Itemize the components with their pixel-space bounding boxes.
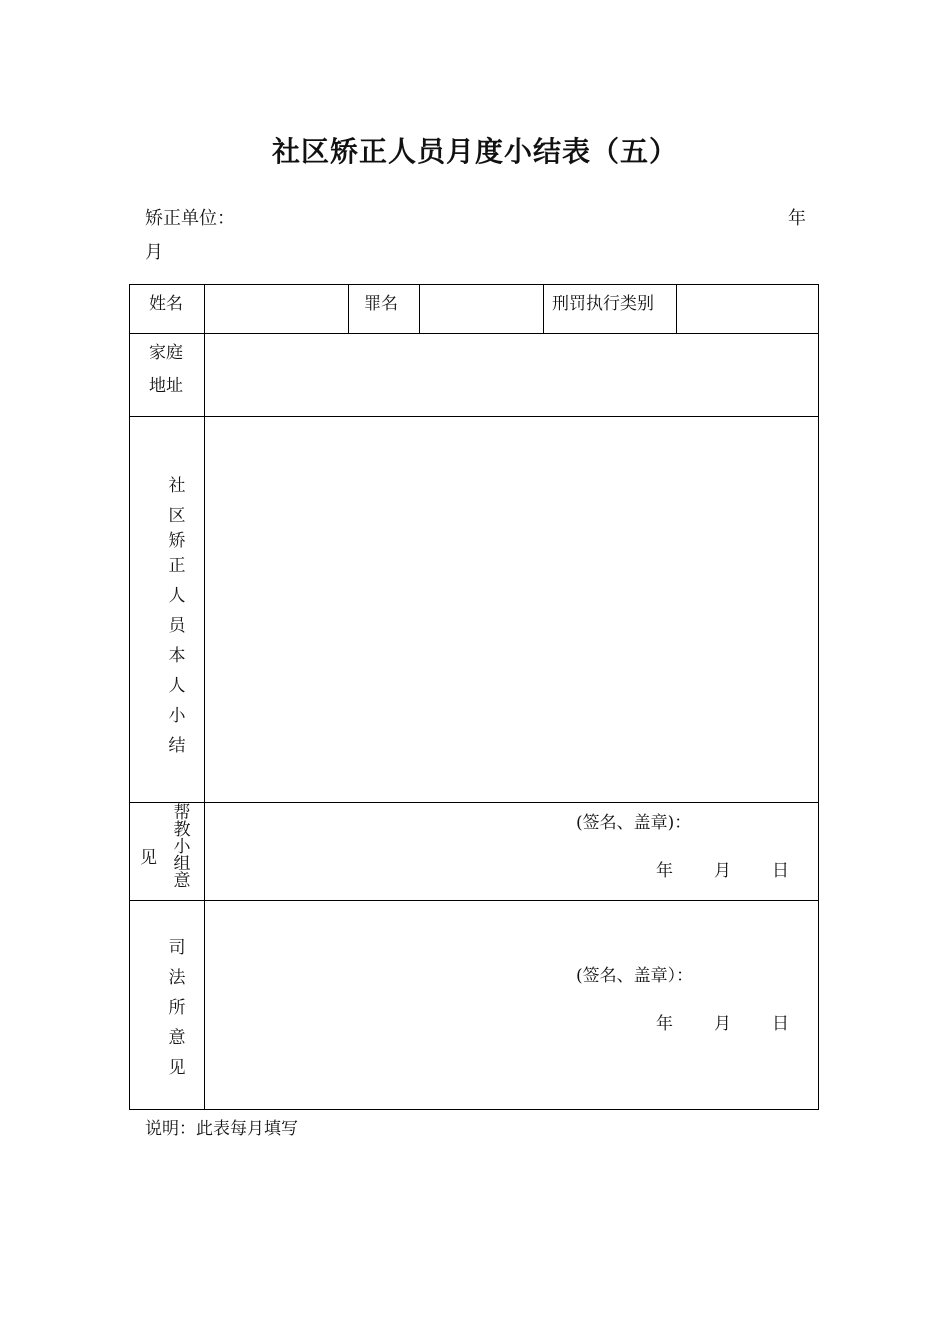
self-summary-label: 社 区 矫 正 人 员 本 人 小 结: [168, 476, 186, 756]
column-divider: [543, 285, 544, 333]
justice-office-label: 司 法 所 意 见: [168, 938, 186, 1078]
self-summary-field[interactable]: [206, 418, 816, 800]
form-note: 说明：此表每月填写: [145, 1119, 298, 1139]
header-year-label: 年: [788, 208, 806, 229]
name-field[interactable]: [206, 286, 346, 332]
crime-field[interactable]: [421, 286, 541, 332]
row-divider: [130, 416, 818, 417]
help-group-sign-label: (签名、盖章)：: [576, 813, 692, 833]
column-divider: [348, 285, 349, 333]
address-field[interactable]: [206, 335, 816, 415]
justice-date-month: 月: [714, 1014, 731, 1034]
summary-form-table: [129, 284, 819, 1110]
crime-label: 罪名: [364, 294, 398, 314]
row-divider: [130, 802, 818, 803]
header-month-label: 月: [145, 242, 163, 263]
column-divider: [676, 285, 677, 333]
column-divider: [419, 285, 420, 333]
justice-date-year: 年: [656, 1014, 673, 1034]
penalty-type-label: 刑罚执行类别: [552, 294, 654, 314]
help-group-date-day: 日: [772, 861, 789, 881]
help-group-date-month: 月: [714, 861, 731, 881]
help-group-label: 帮 教 小 组 意: [173, 803, 191, 891]
address-label-line1: 家庭: [149, 343, 183, 363]
penalty-type-field[interactable]: [678, 286, 816, 332]
label-column-divider: [204, 285, 205, 1109]
justice-date-day: 日: [772, 1014, 789, 1034]
help-group-label-tail: 见: [140, 848, 157, 868]
name-label: 姓名: [149, 294, 183, 314]
row-divider: [130, 900, 818, 901]
correction-unit-label: 矫正单位：: [145, 208, 235, 229]
justice-sign-label: (签名、盖章）：: [576, 966, 694, 986]
form-title: 社区矫正人员月度小结表（五）: [271, 135, 678, 168]
row-divider: [130, 333, 818, 334]
help-group-date-year: 年: [656, 861, 673, 881]
address-label-line2: 地址: [149, 376, 183, 396]
